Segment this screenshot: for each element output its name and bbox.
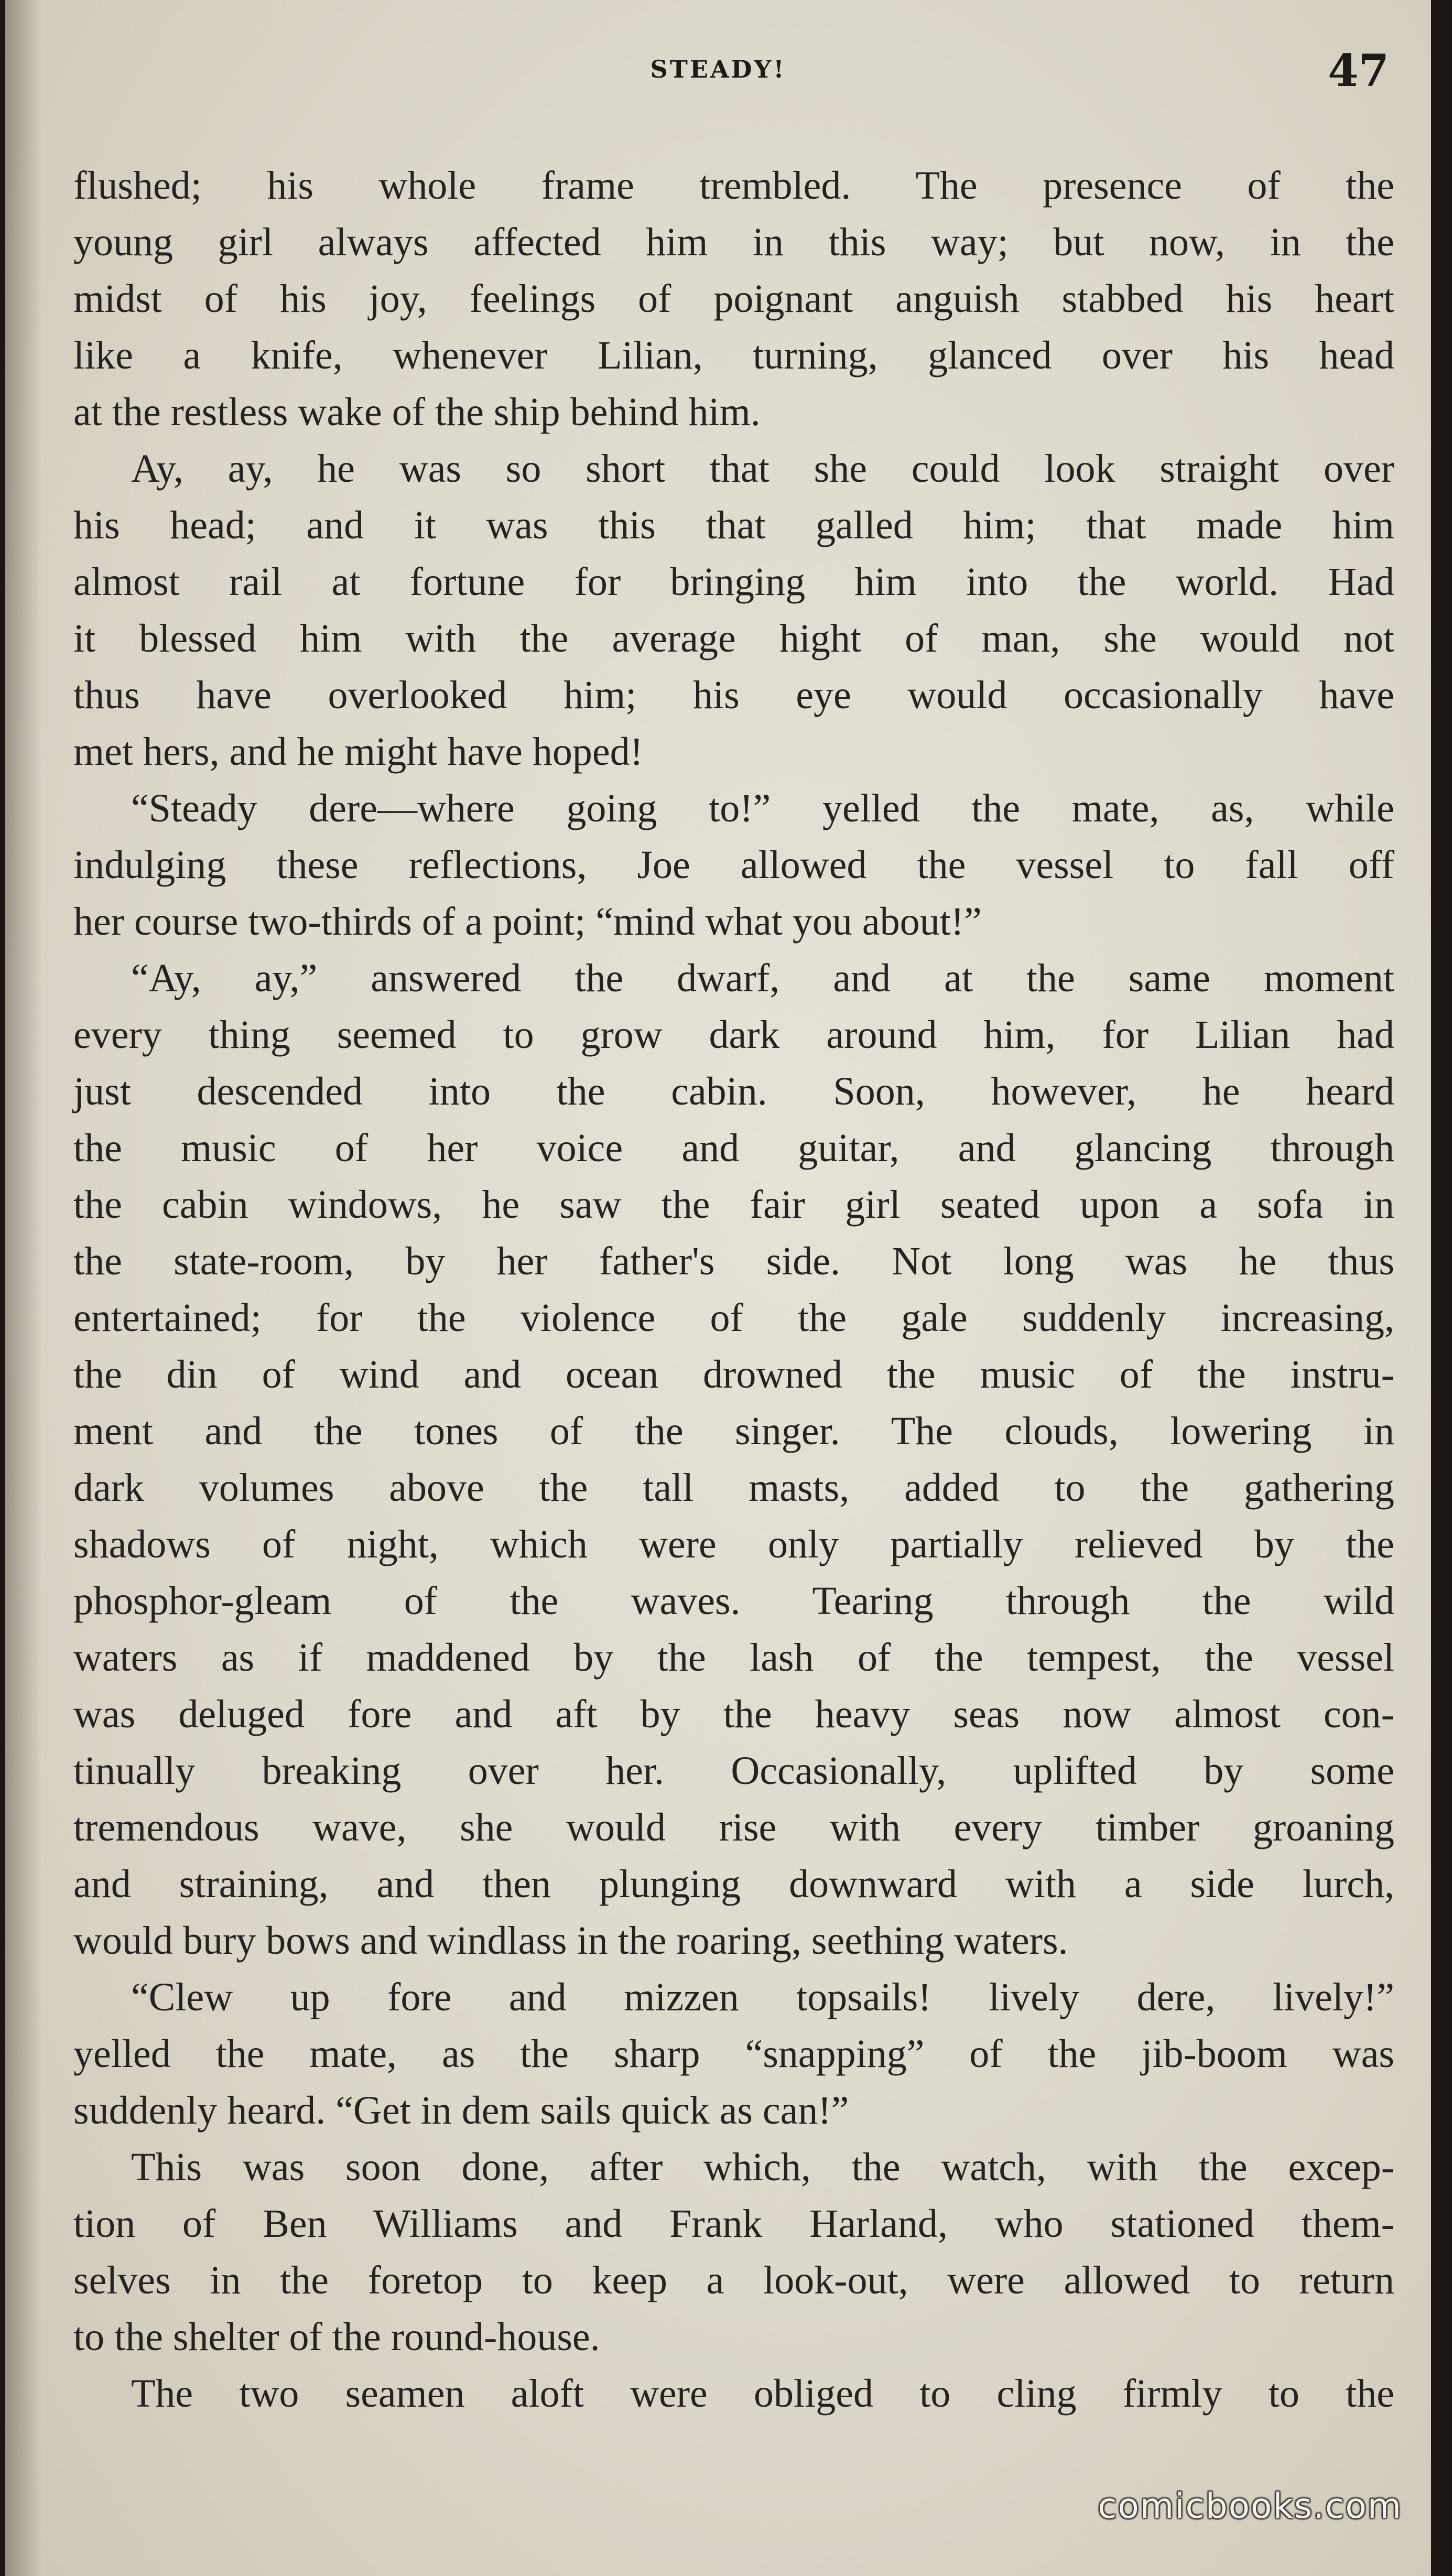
text-line: just descended into the cabin. Soon, however, he heard — [73, 1069, 1394, 1113]
book-page — [5, 0, 1431, 2576]
text-line: shadows of night, which were only partially relieved by the — [73, 1522, 1394, 1566]
text-line: phosphor-gleam of the waves. Tearing through the wild — [73, 1579, 1394, 1623]
text-line: indulging these reflections, Joe allowed the vessel to fall off — [73, 843, 1394, 887]
text-line: would bury bows and windlass in the roaring, seething waters. — [73, 1919, 1068, 1963]
text-line: thus have overlooked him; his eye would occasionally have — [73, 673, 1394, 717]
text-line: the din of wind and ocean drowned the music of the instru- — [73, 1352, 1394, 1397]
text-line: met hers, and he might have hoped! — [73, 730, 643, 774]
text-line: ment and the tones of the singer. The clouds, lowering in — [73, 1409, 1394, 1453]
text-line: was deluged fore and aft by the heavy seas now almost con- — [73, 1692, 1394, 1736]
text-line: entertained; for the violence of the gale suddenly increasing, — [73, 1296, 1394, 1340]
text-line: tion of Ben Williams and Frank Harland, who stationed them- — [73, 2202, 1394, 2246]
text-line: her course two-thirds of a point; “mind what you about!” — [73, 900, 982, 944]
text-line: selves in the foretop to keep a look-out, were allowed to return — [73, 2258, 1394, 2302]
text-line: at the restless wake of the ship behind him. — [73, 390, 761, 434]
watermark: comicbooks.com — [1098, 2486, 1402, 2526]
text-line: it blessed him with the average hight of man, she would not — [73, 616, 1394, 661]
text-line: tremendous wave, she would rise with every timber groaning — [73, 1805, 1394, 1849]
binding-shadow — [5, 0, 42, 2576]
text-line: dark volumes above the tall masts, added to the gathering — [73, 1466, 1394, 1510]
text-line: the music of her voice and guitar, and glancing through — [73, 1126, 1394, 1170]
text-line: the cabin windows, he saw the fair girl seated upon a sofa in — [73, 1183, 1394, 1227]
text-line: This was soon done, after which, the watch, with the excep- — [131, 2145, 1394, 2189]
text-line: “Ay, ay,” answered the dwarf, and at the same moment — [131, 956, 1394, 1000]
text-line: The two seamen aloft were obliged to cling firmly to the — [131, 2372, 1394, 2416]
text-line: every thing seemed to grow dark around him, for Lilian had — [73, 1013, 1394, 1057]
body-text — [73, 157, 1394, 2422]
text-line: young girl always affected him in this way; but now, in the — [73, 220, 1394, 264]
page-header — [5, 45, 1431, 97]
text-line: suddenly heard. “Get in dem sails quick as can!” — [73, 2088, 849, 2133]
text-line: yelled the mate, as the sharp “snapping” of the jib-boom was — [73, 2032, 1394, 2076]
text-line: “Steady dere—where going to!” yelled the mate, as, while — [131, 786, 1394, 830]
text-line: waters as if maddened by the lash of the tempest, the vessel — [73, 1636, 1394, 1680]
text-line: Ay, ay, he was so short that she could look straight over — [131, 447, 1394, 491]
text-line: tinually breaking over her. Occasionally, uplifted by some — [73, 1749, 1394, 1793]
text-line: midst of his joy, feelings of poignant anguish stabbed his heart — [73, 277, 1394, 321]
text-line: his head; and it was this that galled him; that made him — [73, 503, 1394, 547]
text-line: “Clew up fore and mizzen topsails! lively dere, lively!” — [131, 1975, 1394, 2019]
text-line: and straining, and then plunging downward with a side lurch, — [73, 1862, 1394, 1906]
page-number: 47 — [1328, 45, 1389, 96]
text-line: like a knife, whenever Lilian, turning, glanced over his head — [73, 333, 1394, 377]
text-line: flushed; his whole frame trembled. The presence of the — [73, 164, 1394, 208]
text-line: to the shelter of the round-house. — [73, 2315, 600, 2359]
text-line: almost rail at fortune for bringing him into the world. Had — [73, 560, 1394, 604]
text-line: the state-room, by her father's side. Not long was he thus — [73, 1239, 1394, 1283]
running-head: STEADY! — [650, 55, 786, 83]
